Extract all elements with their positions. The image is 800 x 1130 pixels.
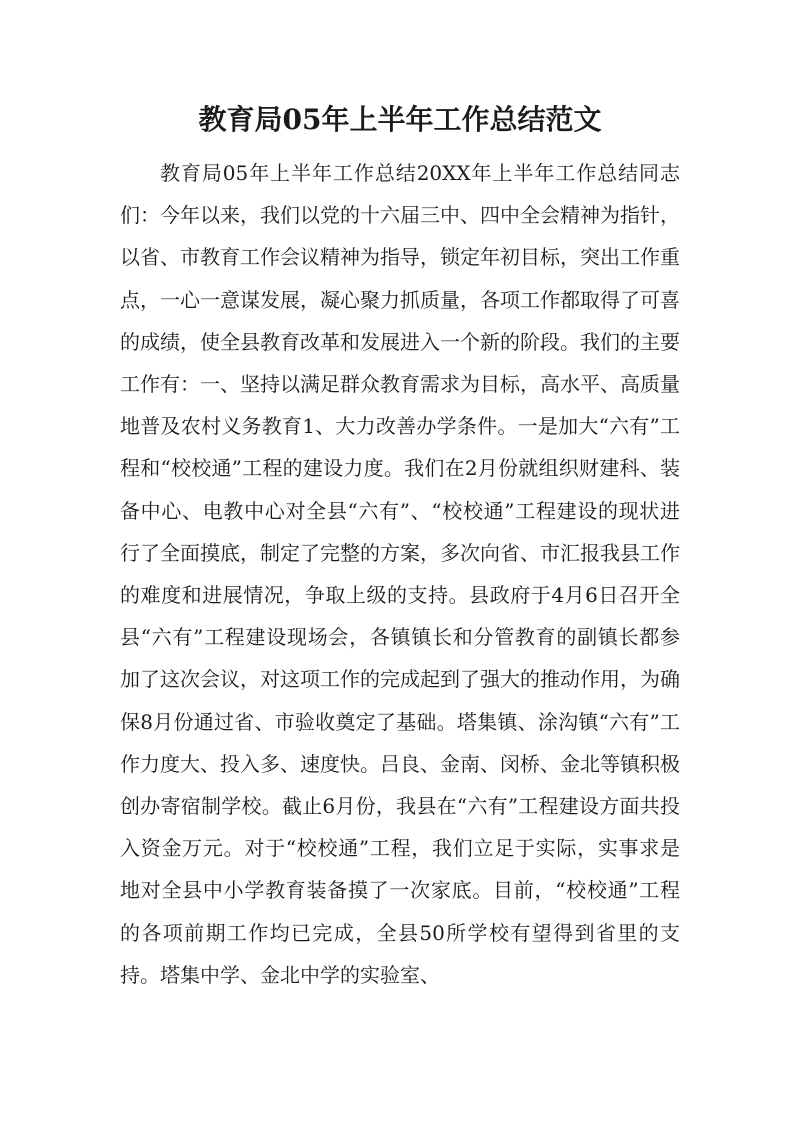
document-title: 教育局05年上半年工作总结范文 <box>198 103 602 136</box>
document-body-paragraph: 教育局05年上半年工作总结20XX年上半年工作总结同志们：今年以来，我们以党的十六届三中、四中全会精神为指针，以省、市教育工作会议精神为指导，锁定年初目标，突出工作重点，一心一意谋发展，凝心聚力抓质量，各项工作都取得了可喜的成绩，使全县教育改革和发展进入一个新的阶段。我们的主要工作有：一、坚持以满足群众教育需求为目标，高水平、高质量地普及农村义务教育1、大力改善办学条件。一是加大“六有”工程和“校校通”工程的建设力度。我们在2月份就组织财建科、装备中心、电教中心对全县“六有”、“校校通”工程建设的现状进行了全面摸底，制定了完整的方案，多次向省、市汇报我县工作的难度和进展情况，争取上级的支持。县政府于4月6日召开全县“六有”工程建设现场会，各镇镇长和分管教育的副镇长都参加了这次会议，对这项工作的完成起到了强大的推动作用，为确保8月份通过省、市验收奠定了基础。塔集镇、涂沟镇“六有”工作力度大、投入多、速度快。吕良、金南、闵桥、金北等镇积极创办寄宿制学校。截止6月份，我县在“六有”工程建设方面共投入资金万元。对于“校校通”工程，我们立足于实际，实事求是地对全县中小学教育装备摸了一次家底。目前，“校校通”工程的各项前期工作均已完成，全县50所学校有望得到省里的支持。塔集中学、金北中学的实验室、 <box>120 161 680 987</box>
